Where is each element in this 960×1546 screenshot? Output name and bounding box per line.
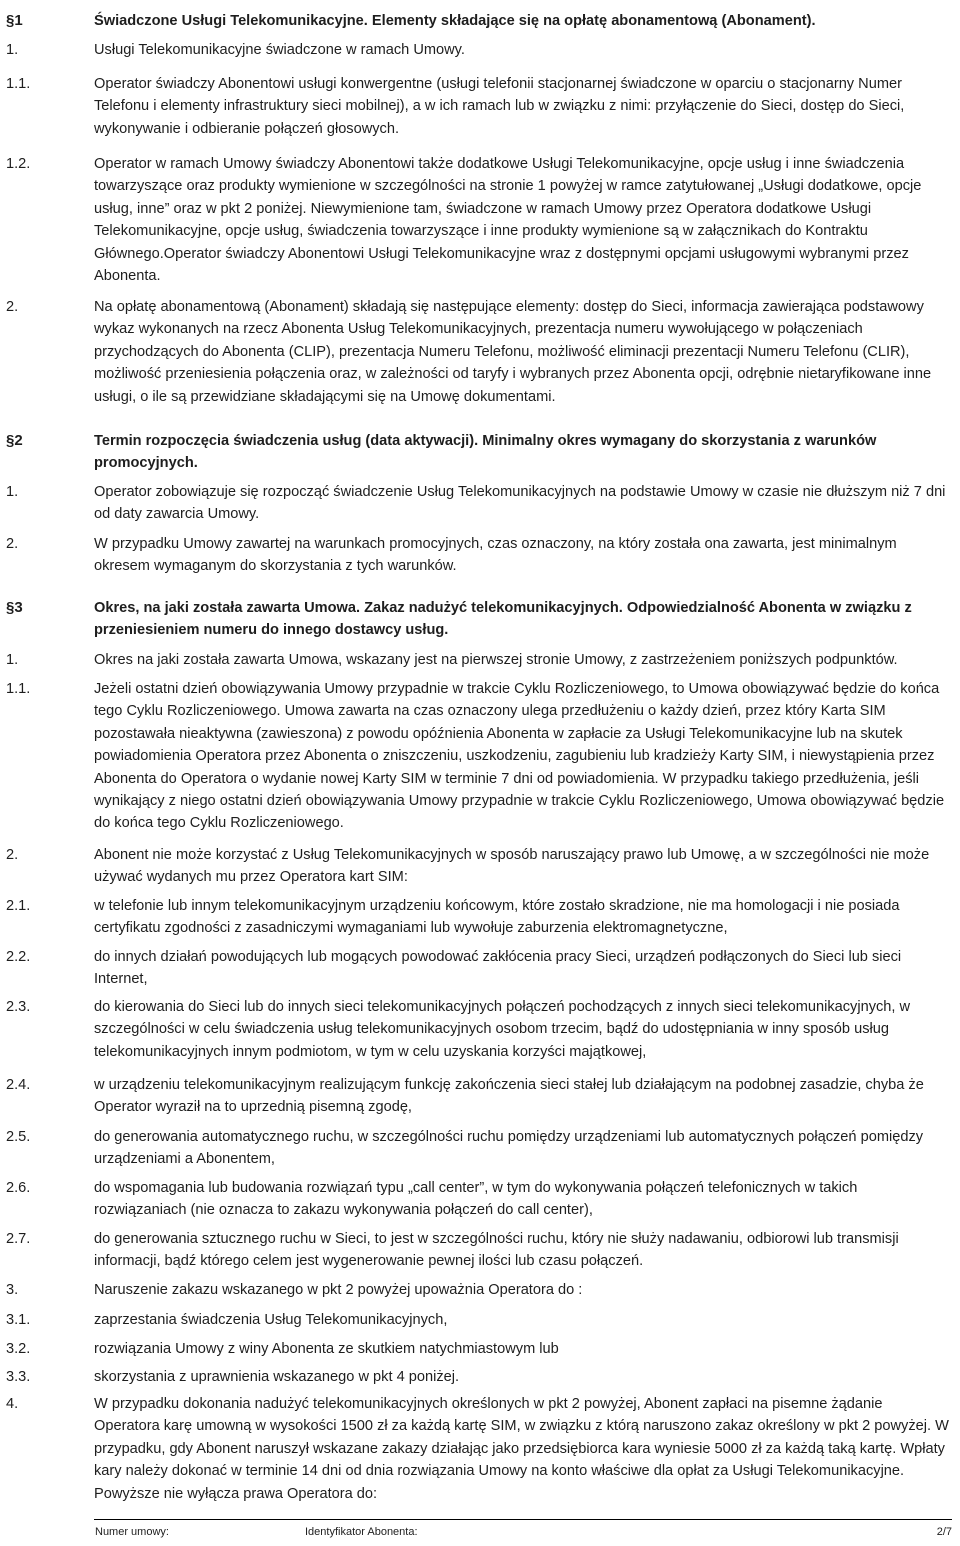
- paragraph-s3-1-1: [6, 678, 952, 835]
- section-number: §1: [6, 12, 23, 29]
- paragraph-text: rozwiązania Umowy z winy Abonenta ze skutkiem natychmiastowym lub: [94, 1341, 559, 1357]
- section-3-heading: [6, 597, 952, 642]
- paragraph-number: 2.1.: [6, 898, 31, 914]
- paragraph-s3-2-6: [6, 1177, 952, 1222]
- footer-divider: [94, 1519, 952, 1520]
- paragraph-s3-2-2: [6, 946, 952, 991]
- paragraph-number: 2.: [6, 536, 19, 552]
- paragraph-s3-2-7: [6, 1228, 952, 1273]
- paragraph-s3-2-3: [6, 996, 952, 1063]
- paragraph-text: Jeżeli ostatni dzień obowiązywania Umowy przypadnie w trakcie Cyklu Rozliczeniowego, to Umowa obowiązywać będzie do końca tego Cyklu Rozliczeniowego. Umowa zawarta na czas oznaczony ulega przedłużeniu o każdy dzień, przez który Karta SIM pozostawała nieaktywna (zawieszona) z powodu opóźnienia Abonenta w zapłacie za Usługi Telekomunikacyjne lub na skutek powiadomienia Operatora przez Abonenta o zniszczeniu, uszkodzeniu, zagubieniu lub kradzieży Karty SIM, i niewystąpienia przez Abonenta do Operatora o wydanie nowej Karty SIM w terminie 7 dni od powiadomienia. W przypadku takiego przedłużenia, jeśli wynikający z niego ostatni dzień obowiązywania Umowy przypadnie w trakcie Cyklu Rozliczeniowego, Umowa obowiązywać będzie do końca tego Cyklu Rozliczeniowego.: [94, 681, 945, 832]
- section-title: Świadczone Usługi Telekomunikacyjne. Elementy składające się na opłatę abonamentową (Abonament).: [94, 13, 816, 29]
- section-1-heading: [6, 10, 952, 32]
- paragraph-number: 1.: [6, 42, 19, 58]
- paragraph-number: 2.4.: [6, 1077, 31, 1093]
- paragraph-number: 2.: [6, 847, 19, 863]
- paragraph-number: 1.1.: [6, 76, 31, 92]
- paragraph-text: Operator w ramach Umowy świadczy Abonentowi także dodatkowe Usługi Telekomunikacyjne, opcje usług i inne świadczenia towarzyszące oraz produkty wymienione w szczególności na stronie 1 powyżej w ramce zatytułowanej „Usługi dodatkowe, opcje usług, inne” oraz w pkt 2 poniżej. Niewymienione tam, świadczone w ramach Umowy przez Operatora dodatkowe Usługi Telekomunikacyjne, opcje usług, świadczenia towarzyszące i inne produkty wymienione są w załącznikach do Kontraktu Głównego.Operator świadczy Abonentowi Usługi Telekomunikacyjne wraz z dostępnymi opcjami usługowymi wybranymi przez Abonenta.: [94, 156, 922, 285]
- paragraph-text: do innych działań powodujących lub mogących powodować zakłócenia pracy Sieci, urządzeń podłączonych do Sieci lub sieci Internet,: [94, 949, 902, 988]
- subscriber-id-label: Identyfikator Abonenta:: [305, 1526, 418, 1538]
- paragraph-number: 4.: [6, 1396, 19, 1412]
- paragraph-s3-3-2: [6, 1338, 952, 1360]
- section-title: Termin rozpoczęcia świadczenia usług (data aktywacji). Minimalny okres wymagany do skorzystania z warunków promocyjnych.: [94, 433, 877, 472]
- paragraph-s3-3-3: [6, 1366, 952, 1388]
- paragraph-text: Naruszenie zakazu wskazanego w pkt 2 powyżej upoważnia Operatora do :: [94, 1282, 583, 1298]
- paragraph-text: do generowania automatycznego ruchu, w szczególności ruchu pomiędzy urządzeniami lub automatycznych połączeń pomiędzy urządzeniami a Abonentem,: [94, 1129, 924, 1168]
- paragraph-number: 1.: [6, 652, 19, 668]
- paragraph-text: Okres na jaki została zawarta Umowa, wskazany jest na pierwszej stronie Umowy, z zastrzeżeniem poniższych podpunktów.: [94, 652, 898, 668]
- paragraph-s3-3: [6, 1279, 952, 1301]
- paragraph-number: 1.1.: [6, 681, 31, 697]
- paragraph-text: Operator zobowiązuje się rozpocząć świadczenie Usług Telekomunikacyjnych na podstawie Umowy w czasie nie dłuższym niż 7 dni od daty zawarcia Umowy.: [94, 484, 946, 523]
- paragraph-1-1: [6, 73, 952, 140]
- paragraph-text: do wspomagania lub budowania rozwiązań typu „call center”, w tym do wykonywania połączeń telefonicznych w takich rozwiązaniach (nie oznacza to zakazu wykonywania połączeń do call center),: [94, 1180, 858, 1219]
- paragraph-number: 3.2.: [6, 1341, 31, 1357]
- paragraph-s2-2: [6, 533, 952, 578]
- paragraph-number: 2.5.: [6, 1129, 31, 1145]
- section-number: §3: [6, 599, 23, 616]
- paragraph-number: 2.: [6, 299, 19, 315]
- paragraph-s3-2-1: [6, 895, 952, 940]
- paragraph-text: W przypadku dokonania nadużyć telekomunikacyjnych określonych w pkt 2 powyżej, Abonent zapłaci na pisemne żądanie Operatora karę umowną w wysokości 1500 zł za każdą kartę SIM, w związku z którą naruszono zakaz określony w pkt 2 powyżej. W przypadku, gdy Abonent naruszył wskazane zakazy działając jako przedsiębiorca kara wyniesie 5000 zł za każdą taką kartę. Wpłaty kary należy dokonać w terminie 14 dni od dnia rozwiązania Umowy na konto właściwe dla opłat za Usługi Telekomunikacyjne. Powyższe nie wyłącza prawa Operatora do:: [94, 1396, 949, 1502]
- paragraph-text: skorzystania z uprawnienia wskazanego w pkt 4 poniżej.: [94, 1369, 460, 1385]
- paragraph-number: 3.3.: [6, 1369, 31, 1385]
- paragraph-s3-2-5: [6, 1126, 952, 1171]
- paragraph-text: do kierowania do Sieci lub do innych sieci telekomunikacyjnych połączeń pochodzących z innych sieci telekomunikacyjnych, w szczególności w celu świadczenia usług telekomunikacyjnych osobom trzecim, bądź do udostępniania w inny sposób usług telekomunikacyjnych innym podmiotom, w tym w celu uzyskania korzyści majątkowej,: [94, 999, 911, 1060]
- paragraph-2: [6, 296, 952, 408]
- paragraph-text: Na opłatę abonamentową (Abonament) składają się następujące elementy: dostęp do Sieci, informacja zawierająca podstawowy wykaz wykonanych na rzecz Abonenta Usług Telekomunikacyjnych, prezentacja numeru wywołującego w połączeniach przychodzących do Abonenta (CLIP), prezentacja Numeru Telefonu, możliwość eliminacji prezentacji Numeru Telefonu (CLIR), możliwość przeniesienia połączenia oraz, w zależności od taryfy i wybranych przez Abonenta opcji, odrębnie nietaryfikowane inne usługi, o ile są przewidziane składającymi się na Umowę dokumentami.: [94, 299, 932, 405]
- paragraph-s3-4: [6, 1393, 952, 1505]
- paragraph-text: w urządzeniu telekomunikacyjnym realizującym funkcję zakończenia sieci stałej lub działającym na podobnej zasadzie, chyba że Operator wyraził na to uprzednią pisemną zgodę,: [94, 1077, 924, 1116]
- paragraph-number: 2.7.: [6, 1231, 31, 1247]
- section-2-heading: [6, 430, 952, 475]
- paragraph-text: w telefonie lub innym telekomunikacyjnym urządzeniu końcowym, które zostało skradzione, nie ma homologacji i nie posiada certyfikatu zgodności z zasadniczymi wymaganiami lub wywołuje zaburzenia elektromagnetyczne,: [94, 898, 900, 937]
- paragraph-s3-1: [6, 649, 952, 671]
- paragraph-s3-2: [6, 844, 952, 889]
- paragraph-text: do generowania sztucznego ruchu w Sieci, to jest w szczególności ruchu, który nie służy nadawaniu, odbiorowi lub transmisji informacji, bądź którego celem jest wygenerowanie pewnej ilości lub czasu połączeń.: [94, 1231, 899, 1270]
- paragraph-text: zaprzestania świadczenia Usług Telekomunikacyjnych,: [94, 1312, 448, 1328]
- paragraph-text: W przypadku Umowy zawartej na warunkach promocyjnych, czas oznaczony, na który została ona zawarta, jest minimalnym okresem wymaganym do skorzystania z tych warunków.: [94, 536, 897, 575]
- paragraph-number: 3.1.: [6, 1312, 31, 1328]
- paragraph-1: [6, 39, 952, 61]
- paragraph-1-2: [6, 153, 952, 287]
- paragraph-number: 2.3.: [6, 999, 31, 1015]
- paragraph-number: 2.6.: [6, 1180, 31, 1196]
- paragraph-s2-1: [6, 481, 952, 526]
- section-number: §2: [6, 432, 23, 449]
- paragraph-number: 3.: [6, 1282, 19, 1298]
- page-number: 2/7: [936, 1526, 952, 1538]
- paragraph-text: Abonent nie może korzystać z Usług Telekomunikacyjnych w sposób naruszający prawo lub Umowę, a w szczególności nie może używać wydanych mu przez Operatora kart SIM:: [94, 847, 930, 886]
- paragraph-s3-2-4: [6, 1074, 952, 1119]
- section-title: Okres, na jaki została zawarta Umowa. Zakaz nadużyć telekomunikacyjnych. Odpowiedzialność Abonenta w związku z przeniesieniem numeru do innego dostawcy usług.: [94, 600, 912, 639]
- contract-number-label: Numer umowy:: [95, 1526, 169, 1538]
- paragraph-number: 2.2.: [6, 949, 31, 965]
- paragraph-number: 1.2.: [6, 156, 31, 172]
- paragraph-text: Operator świadczy Abonentowi usługi konwergentne (usługi telefonii stacjonarnej świadczone w oparciu o stacjonarny Numer Telefonu i elementy infrastruktury sieci mobilnej), a w ich ramach lub w związku z nimi: przyłączenie do Sieci, dostęp do Sieci, wykonywanie i odbieranie połączeń głosowych.: [94, 76, 905, 137]
- paragraph-text: Usługi Telekomunikacyjne świadczone w ramach Umowy.: [94, 42, 465, 58]
- paragraph-number: 1.: [6, 484, 19, 500]
- paragraph-s3-3-1: [6, 1309, 952, 1331]
